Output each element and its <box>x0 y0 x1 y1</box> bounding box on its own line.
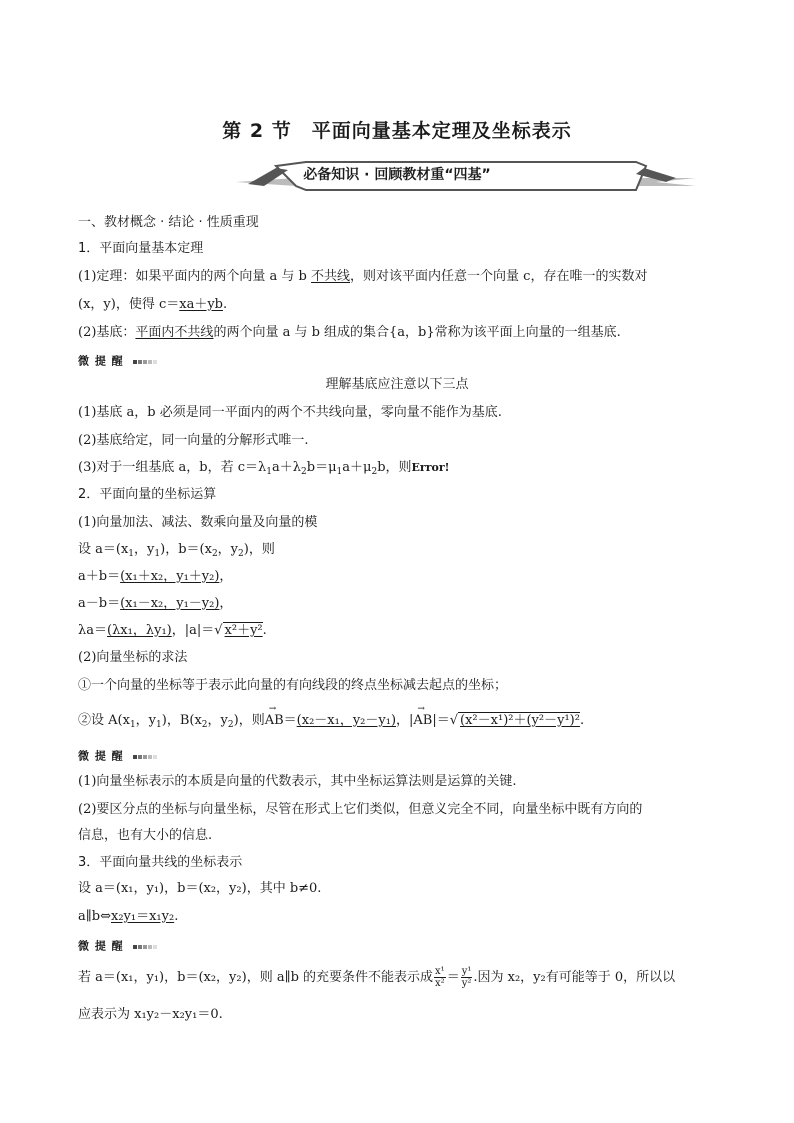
tip-header-1: 微 提 醒 <box>78 352 718 371</box>
theorem-line-1: (1)定理：如果平面内的两个向量 a 与 b 不共线，则对该平面内任意一个向量 c，存在唯一的实数对 <box>78 269 648 284</box>
error-text: Error! <box>411 461 450 474</box>
answer-blank: (x₁－x₂，y₁－y₂) <box>120 596 220 611</box>
tip-line: (1)向量坐标表示的本质是向量的代数表示，其中坐标运算法则是运算的关键. <box>78 774 517 789</box>
tip-line: 应表示为 x₁y₂－x₂y₁＝0. <box>78 1007 223 1022</box>
formula-line: 设 a＝(x₁，y₁)，b＝(x₂，y₂)，其中 b≠0. <box>78 881 322 896</box>
answer-blank: 不共线 <box>311 269 351 284</box>
banner-heading: 必备知识 · 回顾教材重“四基” <box>303 167 491 183</box>
answer-blank: 平面内不共线 <box>135 325 214 340</box>
tip-center-title: 理解基底应注意以下三点 <box>325 377 469 392</box>
fraction-y: $\frac{\text{y¹}}{\text{y²}}$ <box>461 966 472 989</box>
formula-line: a＋b＝(x₁＋x₂，y₁＋y₂)， <box>78 569 233 584</box>
vector-ab: → AB <box>265 712 284 730</box>
subsection-heading-1: 1．平面向量基本定理 <box>78 241 204 256</box>
tip-line: (1)基底 a，b 必须是同一平面内的两个不共线向量，零向量不能作为基底. <box>78 405 502 420</box>
subsection-heading-3: 3．平面向量共线的坐标表示 <box>78 855 243 870</box>
formula-line: 设 $a=(x_1$，$y_1$)，$b=(x_2$，$y_2$)，则 <box>78 542 275 559</box>
tip-line: (2)基底给定，同一向量的分解形式唯一. <box>78 433 309 448</box>
subsection-heading-2: 2．平面向量的坐标运算 <box>78 487 217 502</box>
tip-line: (3)对于一组基底 a，b，若 $c=\lambda_1a+\lambda_2b=\mu_1a+\mu_2b$，则Error! <box>78 460 450 477</box>
paragraph: ①一个向量的坐标等于表示此向量的有向线段的终点坐标减去起点的坐标； <box>78 678 508 693</box>
formula-line: λa＝(λx₁，λy₁)，|a|＝√ x²＋y². <box>78 623 267 638</box>
formula-line: a∥b⇔x₂y₁＝x₁y₂. <box>78 909 179 924</box>
formula-line: ②设 $A(x_1$，$y_1$)，$B(x_2$，$y_2$)，则→ AB＝(x₂－x₁，y₂－y₁)，|→ AB|＝√ (x²－x¹)²＋(y²－y¹)². <box>78 712 718 730</box>
basis-line: (2)基底：平面内不共线的两个向量 a 与 b 组成的集合{a，b}常称为该平面上向量的一组基底. <box>78 325 621 340</box>
paragraph: (2)向量坐标的求法 <box>78 650 188 665</box>
answer-blank: (x₁＋x₂，y₁＋y₂) <box>120 569 220 584</box>
answer-blank: (x₂－x₁，y₂－y₁) <box>296 713 397 728</box>
tip-line: 若 a＝(x₁，y₁)，b＝(x₂，y₂)，则 a∥b 的充要条件不能表示成 $\frac{\text{x¹}}{\text{x²}}$ ＝ $\frac{\text{y¹}}{\text{y²}}$ .因为 x₂，y₂有可能等于 0，所以以 <box>78 966 676 989</box>
answer-blank: x²＋y² <box>224 623 263 638</box>
fraction-x: $\frac{\text{x¹}}{\text{x²}}$ <box>435 966 445 989</box>
answer-blank: xa＋yb <box>179 297 223 312</box>
tip-header-3: 微 提 醒 <box>78 937 718 956</box>
formula-line: a－b＝(x₁－x₂，y₁－y₂)， <box>78 596 233 611</box>
paragraph: (1)向量加法、减法、数乘向量及向量的模 <box>78 515 318 530</box>
section-title: 第 2 节 平面向量基本定理及坐标表示 <box>222 120 572 142</box>
tip-line: (2)要区分点的坐标与向量坐标，尽管在形式上它们类似，但意义完全不同，向量坐标中既有方向的 <box>78 802 643 817</box>
answer-blank: (x²－x¹)²＋(y²－y¹)² <box>460 713 580 728</box>
vector-ab: → AB <box>413 712 432 730</box>
answer-blank: x₂y₁＝x₁y₂ <box>110 909 175 924</box>
answer-blank: (λx₁，λy₁) <box>107 623 172 638</box>
theorem-line-2: (x，y)，使得 c＝xa＋yb. <box>78 297 228 312</box>
tip-line: 信息，也有大小的信息. <box>78 828 213 843</box>
section-heading-1: 一、教材概念 · 结论 · 性质重现 <box>78 215 259 230</box>
tip-header-2: 微 提 醒 <box>78 747 718 766</box>
